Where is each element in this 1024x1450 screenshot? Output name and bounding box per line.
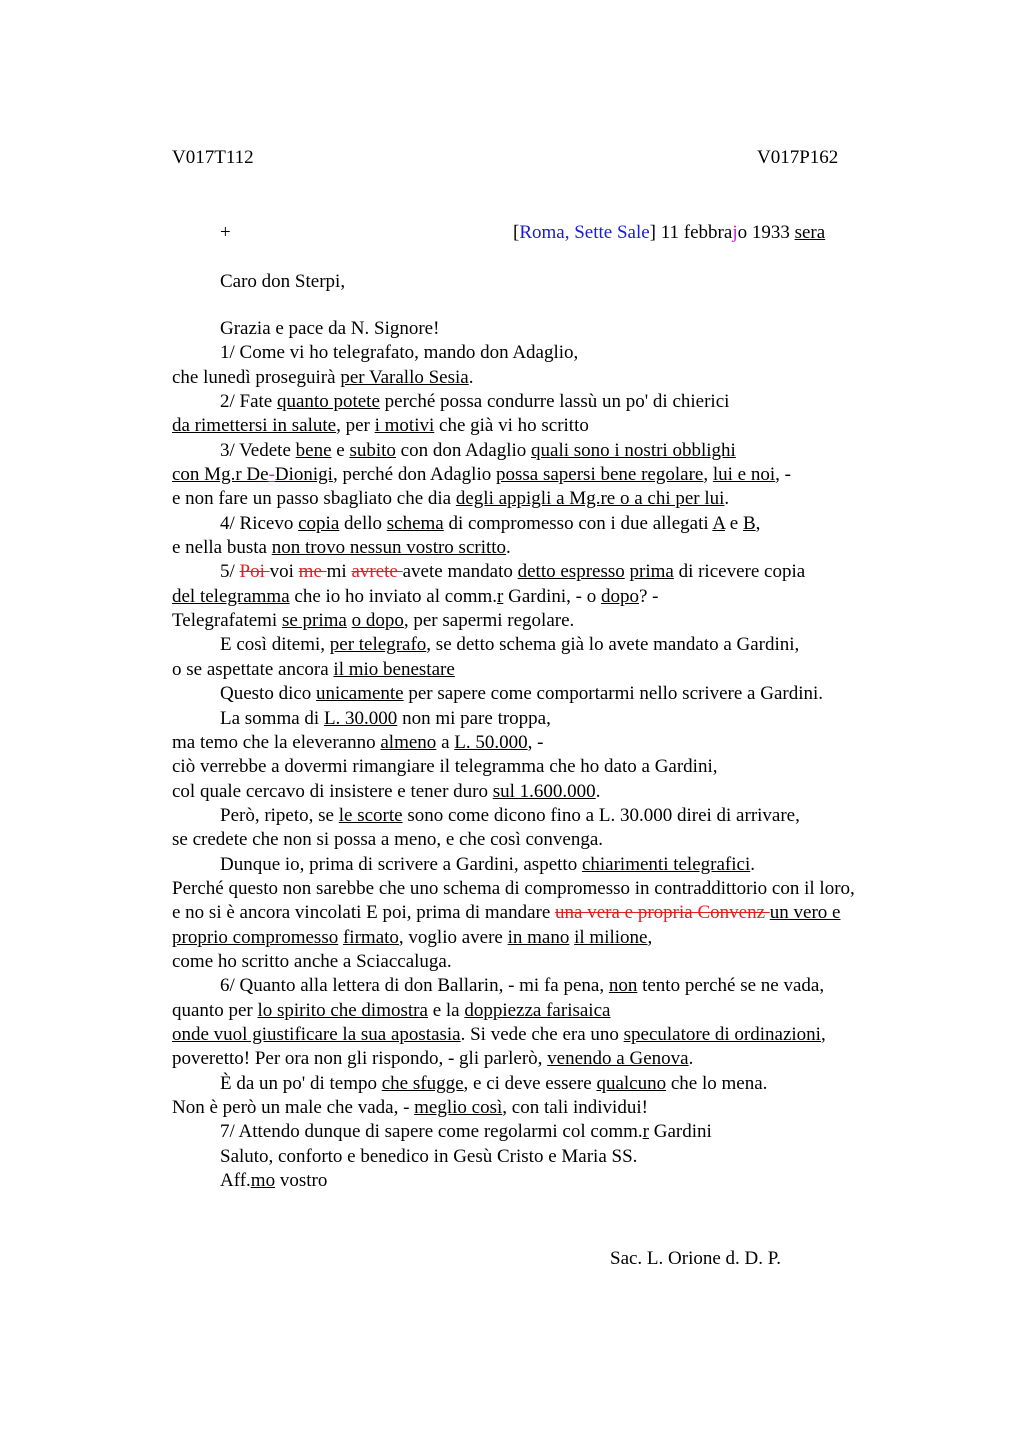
paragraph-6-line: poveretto! Per ora non gli rispondo, - gli parlerò, venendo a Genova.	[172, 1048, 694, 1070]
paragraph-5-line: 5/ Poi voi me mi avrete avete mandato detto espresso prima di ricevere copia	[220, 561, 806, 583]
deleted-text: una vera e propria Convenz	[555, 902, 770, 924]
deleted-text: me	[298, 561, 327, 583]
greeting: Grazia e pace da N. Signore!	[220, 318, 440, 339]
signature: Sac. L. Orione d. D. P.	[610, 1248, 781, 1269]
closing-affmo: Aff.mo vostro	[220, 1170, 328, 1192]
paragraph-5-line: e no si è ancora vincolati E poi, prima di mandare una vera e propria Convenz un vero e proprio compromesso firmato, voglio avere in mano il milione,	[172, 902, 841, 948]
letter-body	[172, 317, 892, 1193]
dateline: [Roma, Sette Sale] 11 febbrajo 1933 sera	[513, 222, 826, 243]
paragraph-4-line: 4/ Ricevo copia dello schema di compromesso con i due allegati A e B,	[220, 512, 761, 534]
paragraph-1-line: che lunedì proseguirà per Varallo Sesia.	[172, 366, 474, 388]
paragraph-5-line: se credete che non si possa a meno, e che così convenga.	[172, 829, 604, 851]
paragraph-5-line: o se aspettate ancora il mio benestare	[172, 658, 455, 680]
paragraph-7-line: 7/ Attendo dunque di sapere come regolarmi col comm.r Gardini	[220, 1121, 712, 1143]
paragraph-5-line: come ho scritto anche a Sciaccaluga.	[172, 950, 452, 972]
closing-saluto: Saluto, conforto e benedico in Gesù Cristo e Maria SS.	[220, 1145, 638, 1167]
paragraph-5-line: Però, ripeto, se le scorte sono come dicono fino a L. 30.000 direi di arrivare,	[220, 804, 800, 826]
paragraph-5-line: E così ditemi, per telegrafo, se detto schema già lo avete mandato a Gardini,	[220, 634, 800, 656]
paragraph-6-line: È da un po' di tempo che sfugge, e ci deve essere qualcuno che lo mena.	[220, 1072, 768, 1094]
place-name: Roma, Sette Sale	[519, 222, 650, 243]
paragraph-2-line: da rimettersi in salute, per i motivi che già vi ho scritto	[172, 415, 589, 437]
salutation: Caro don Sterpi,	[220, 271, 346, 292]
paragraph-2-line: 2/ Fate quanto potete perché possa condurre lassù un po' di chierici	[220, 391, 730, 413]
paragraph-5-line: Dunque io, prima di scrivere a Gardini, aspetto chiarimenti telegrafici.	[220, 853, 755, 875]
paragraph-6-line: quanto per lo spirito che dimostra e la doppiezza farisaica	[172, 999, 611, 1021]
document-code-right: V017P162	[757, 147, 839, 168]
deleted-text: avrete	[351, 561, 403, 583]
paragraph-4-line: e nella busta non trovo nessun vostro scritto.	[172, 537, 511, 559]
paragraph-5-line: del telegramma che io ho inviato al comm.r Gardini, - o dopo? -	[172, 585, 659, 607]
document-code-left: V017T112	[172, 147, 254, 168]
paragraph-5-line: La somma di L. 30.000 non mi pare troppa,	[220, 707, 551, 729]
paragraph-5-line: Telegrafatemi se prima o dopo, per sapermi regolare.	[172, 610, 575, 632]
paragraph-6-line: onde vuol giustificare la sua apostasia. Si vede che era uno speculatore di ordinazioni,	[172, 1023, 826, 1045]
deleted-text: Poi	[239, 561, 270, 583]
paragraph-3-line: 3/ Vedete bene e subito con don Adaglio quali sono i nostri obblighi	[220, 439, 736, 461]
paragraph-5-line: col quale cercavo di insistere e tener duro sul 1.600.000.	[172, 780, 601, 802]
paragraph-3-line: e non fare un passo sbagliato che dia degli appigli a Mg.re o a chi per lui.	[172, 488, 730, 510]
cross-mark: +	[220, 222, 231, 243]
paragraph-6-line: 6/ Quanto alla lettera di don Ballarin, - mi fa pena, non tento perché se ne vada,	[220, 975, 825, 997]
paragraph-5-line: ciò verrebbe a dovermi rimangiare il telegramma che ho dato a Gardini,	[172, 756, 718, 778]
paragraph-1-line: 1/ Come vi ho telegrafato, mando don Adaglio,	[220, 342, 579, 364]
paragraph-3-line: con Mg.r De-Dionigi, perché don Adaglio possa sapersi bene regolare, lui e noi, -	[172, 464, 791, 486]
paragraph-6-line: Non è però un male che vada, - meglio così, con tali individui!	[172, 1097, 648, 1118]
paragraph-5-line: Perché questo non sarebbe che uno schema di compromesso in contraddittorio con il loro,	[172, 877, 855, 899]
paragraph-5-line: Questo dico unicamente per sapere come comportarmi nello scrivere a Gardini.	[220, 683, 824, 705]
paragraph-5-line: ma temo che la eleveranno almeno a L. 50.000, -	[172, 731, 544, 753]
